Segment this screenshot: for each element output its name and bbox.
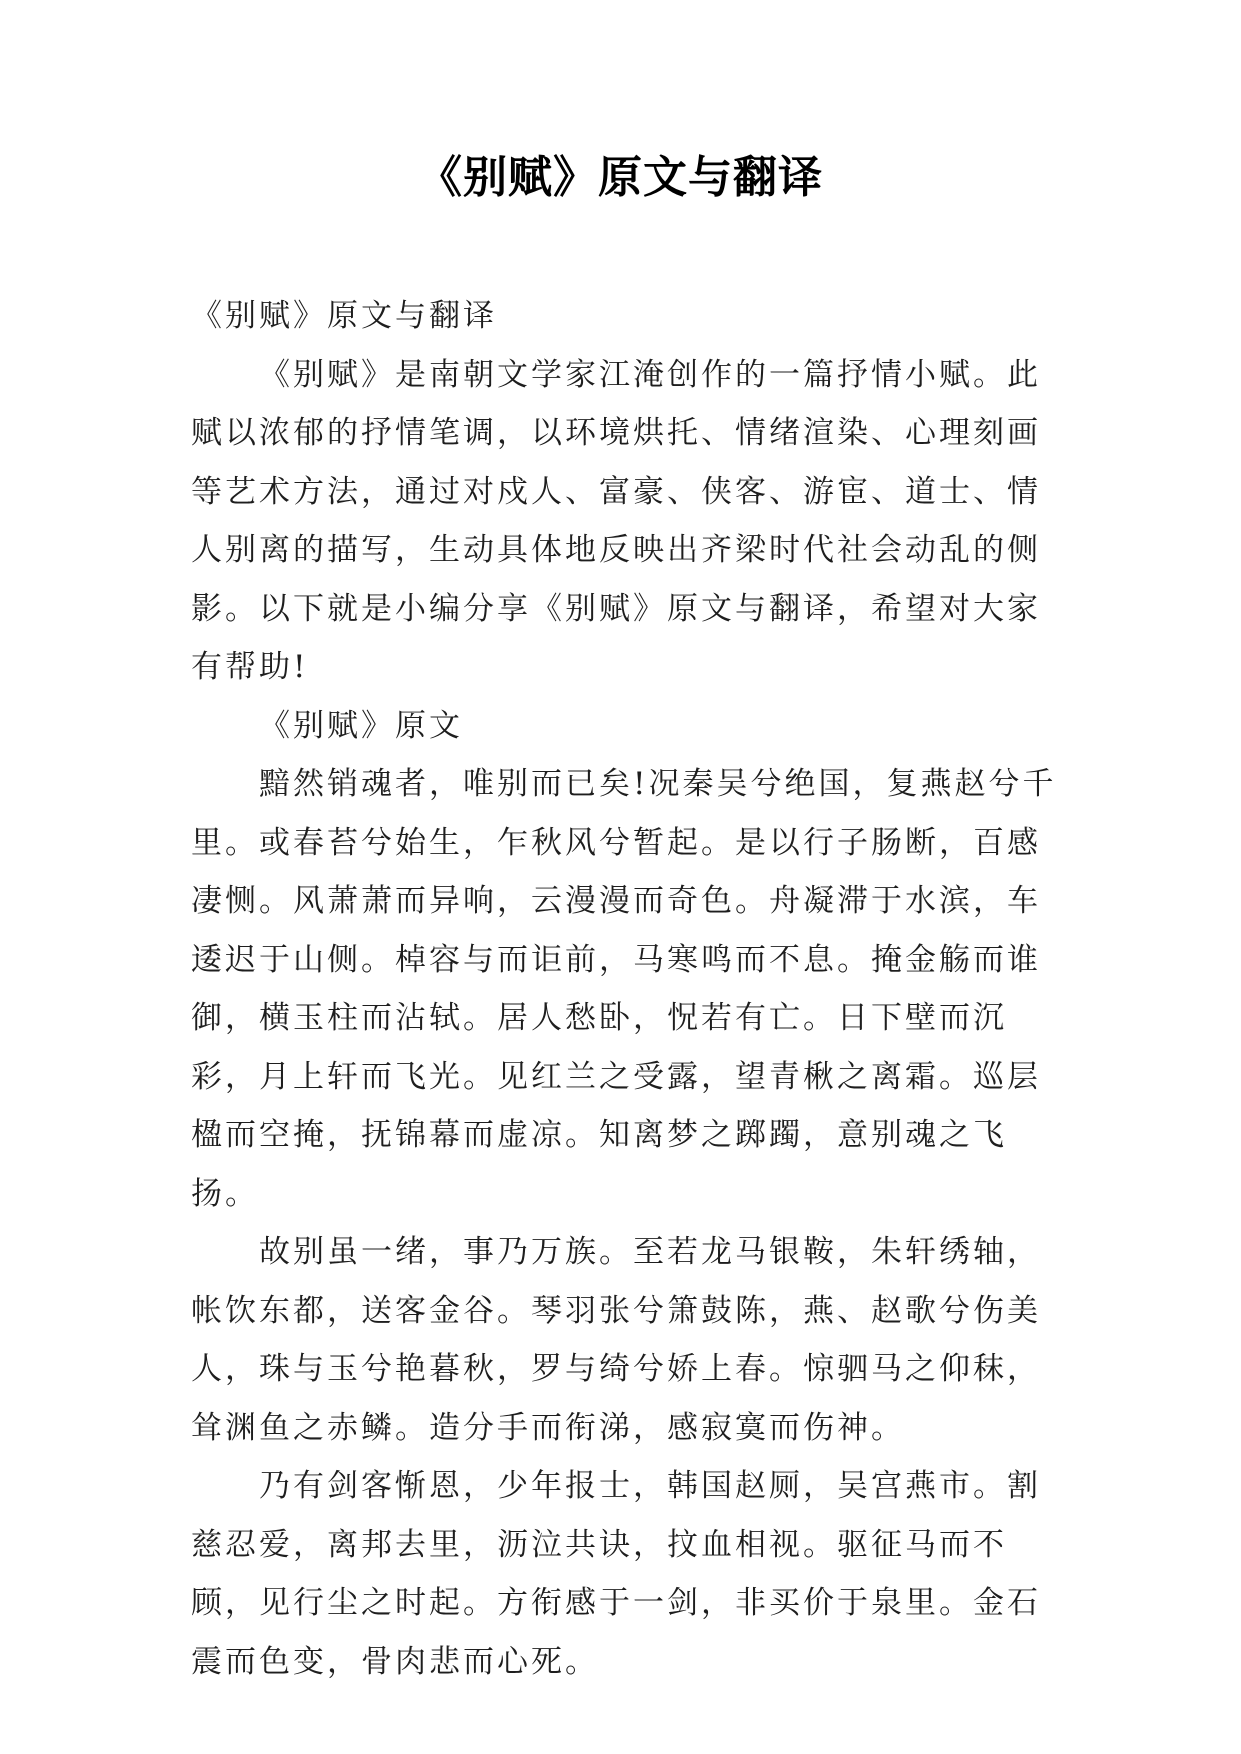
subtitle-paragraph: 《别赋》原文与翻译 <box>191 298 497 334</box>
document-body <box>191 287 1061 1691</box>
text-paragraph: 黯然销魂者，唯别而已矣!况秦吴兮绝国，复燕赵兮千里。或春苔兮始生，乍秋风兮暂起。是以行子肠断，百感凄恻。风萧萧而异响，云漫漫而奇色。舟凝滞于水滨，车逶迟于山侧。棹容与而讵前，马寒鸣而不息。掩金觞而谁御，横玉柱而沾轼。居人愁卧，怳若有亡。日下壁而沉彩，月上轩而飞光。见红兰之受露，望青楸之离霜。巡层楹而空掩，抚锦幕而虚凉。知离梦之踯躅，意别魂之飞扬。 <box>191 766 1057 1212</box>
document-title: 《别赋》原文与翻译 <box>418 152 823 203</box>
section-heading: 《别赋》原文 <box>259 707 463 744</box>
intro-paragraph: 《别赋》是南朝文学家江淹创作的一篇抒情小赋。此赋以浓郁的抒情笔调，以环境烘托、情绪渲染、心理刻画等艺术方法，通过对戍人、富豪、侠客、游宦、道士、情人别离的描写，生动具体地反映出齐梁时代社会动乱的侧影。以下就是小编分享《别赋》原文与翻译，希望对大家有帮助! <box>191 356 1041 685</box>
text-paragraph: 乃有剑客惭恩，少年报士，韩国赵厕，吴宫燕市。割慈忍爱，离邦去里，沥泣共诀，抆血相视。驱征马而不顾，见行尘之时起。方衔感于一剑，非买价于泉里。金石震而色变，骨肉悲而心死。 <box>191 1468 1041 1680</box>
text-paragraph: 故别虽一绪，事乃万族。至若龙马银鞍，朱轩绣轴，帐饮东都，送客金谷。琴羽张兮箫鼓陈，燕、赵歌兮伤美人，珠与玉兮艳暮秋，罗与绮兮娇上春。惊驷马之仰秣，耸渊鱼之赤鳞。造分手而衔涕，感寂寞而伤神。 <box>191 1234 1041 1446</box>
